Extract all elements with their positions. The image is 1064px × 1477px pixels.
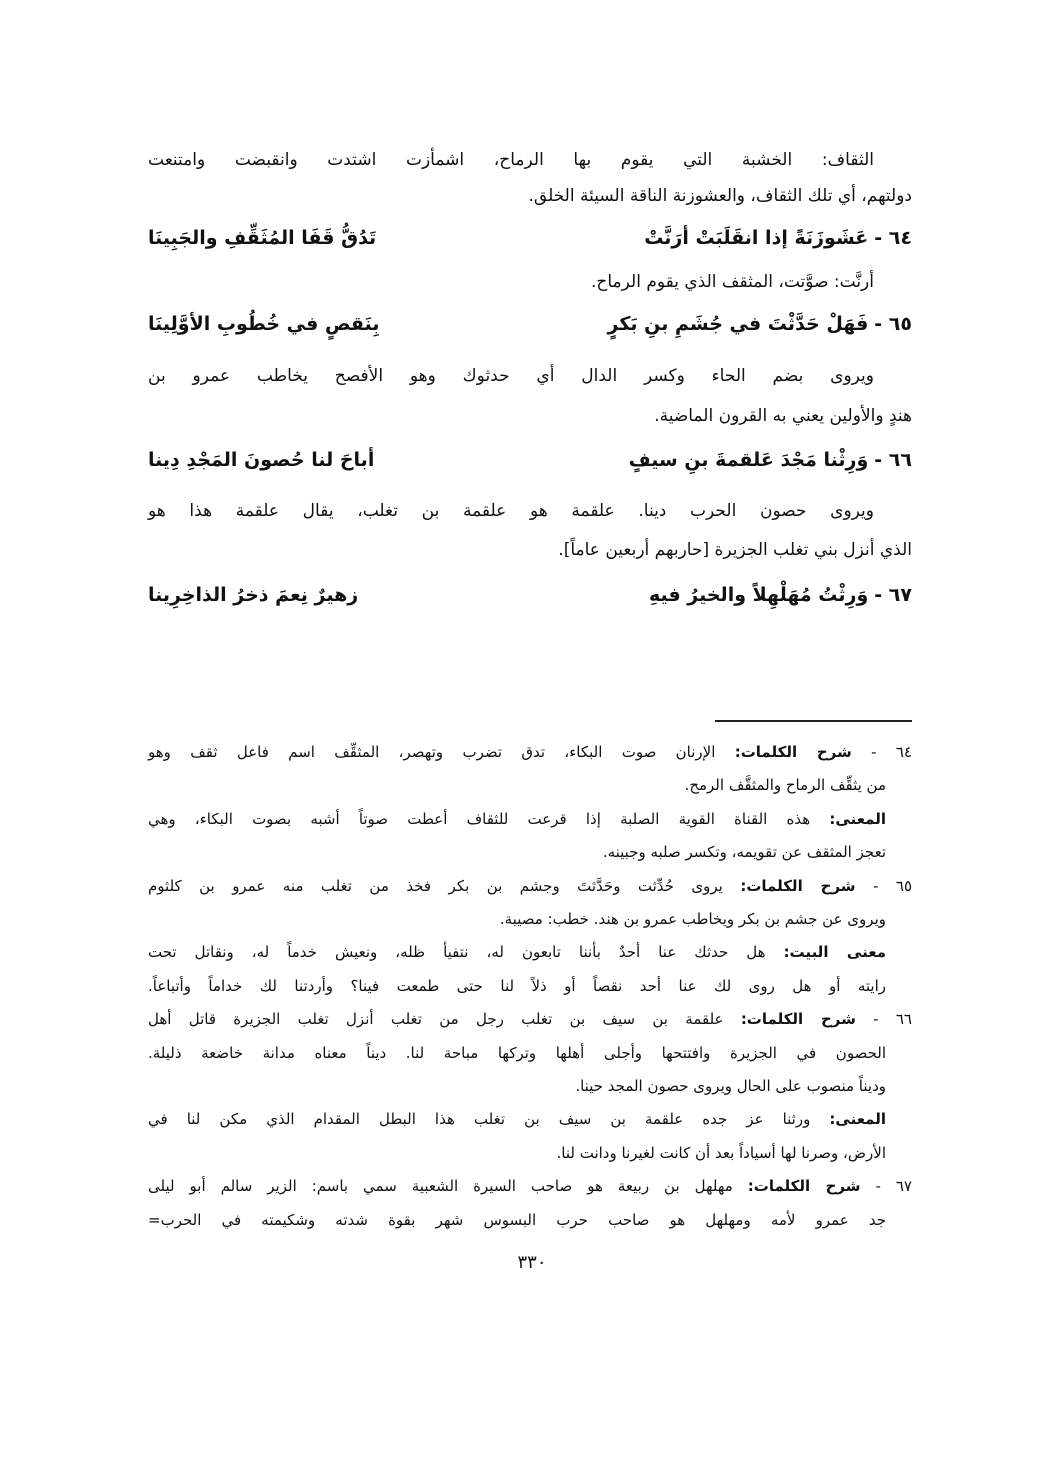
verse-first-hemistich: فَهَلْ حَدَّثْتَ في جُشَمِ بنِ بَكرٍ — [607, 313, 869, 335]
verse-second-hemistich: زهيرٌ نِعمَ ذخرُ الذاخِرِينا — [148, 584, 359, 606]
verse-number: ٦٤ - — [874, 227, 912, 249]
verse-first-hemistich: عَشَوزَنَةً إذا انقَلَبَتْ أرَنَّتْ — [644, 227, 869, 249]
footnote-line — [148, 809, 912, 828]
footnote-label: المعنى: — [829, 809, 886, 828]
footnote-text: ويروى عن جشم بن بكر ويخاطب عمرو بن هند. خطب: مصيبة. — [499, 910, 886, 928]
body-line: أرنَّت: صوَّتت، المثقف الذي يقوم الرماح. — [590, 272, 874, 292]
verse-number: ٦٧ - — [874, 584, 912, 606]
footnote-line — [148, 1179, 912, 1194]
footnote-line — [148, 912, 912, 927]
verse-number: ٦٥ - — [874, 313, 912, 335]
footnote-number: ٦٤ - — [871, 743, 912, 761]
footnote-text: تعجز المثقف عن تقويمه، وتكسر صلبه وجبينه. — [602, 843, 886, 862]
footnote-text: الأرض، وصرنا لها أسياداً بعد أن كانت لغيرنا ودانت لنا. — [556, 1143, 886, 1162]
body-line: ويروى بضم الحاء وكسر الدال أي حدثوك وهو الأفصح يخاطب عمرو بن — [148, 366, 874, 386]
footnote-line — [148, 1079, 912, 1094]
verse-first-hemistich: وَرِثْتُ مُهَلْهِلاً والخيرُ فيهِ — [648, 584, 869, 606]
footnote-text: هل حدثك عنا أحدٌ بأننا تابعون له، نتفيأ ظله، ونعيش خدماً له، ونقاتل تحت — [148, 943, 784, 962]
footnote-line — [148, 1112, 912, 1127]
verse-second-hemistich: أباحَ لنا حُصونَ المَجْدِ دِينا — [148, 449, 375, 471]
verse-64 — [148, 229, 912, 248]
verse-67 — [148, 586, 912, 605]
footnote-text: هذه القناة القوية الصلبة إذا قرعت للثقاف أعطت صوتاً أشبه بصوت البكاء، وهي — [148, 809, 830, 828]
verse-65 — [148, 315, 912, 334]
footnote-line — [148, 1210, 912, 1229]
footnote-number: ٦٦ - — [873, 1010, 912, 1029]
verse-second-hemistich: بِنَقصٍ في خُطُوبِ الأوَّلِينَا — [148, 313, 380, 335]
footnote-line — [148, 1143, 912, 1162]
page-number: ٣٣٠ — [517, 1252, 547, 1273]
footnote-number: ٦٥ - — [873, 876, 913, 895]
footnote-line — [148, 845, 912, 860]
footnote-label: شرح الكلمات: — [740, 876, 856, 895]
footnote-text: جد عمرو لأمه ومهلهل هو صاحب حرب البسوس شهر بقوة شدته وشكيمته في الحرب= — [148, 1210, 886, 1229]
footnote-line — [148, 1012, 912, 1027]
footnote-label: شرح الكلمات: — [734, 743, 852, 761]
footnote-text: وديناً منصوب على الحال ويروى حصون المجد حينا. — [575, 1077, 886, 1095]
footnote-line — [148, 945, 912, 960]
footnote-label: معنى البيت: — [783, 943, 886, 962]
body-line: الثقاف: الخشبة التي يقوم بها الرماح، اشمأزت اشتدت وانقبضت وامتنعت — [148, 150, 874, 170]
footnote-text: علقمة بن سيف بن تغلب رجل من تغلب أنزل تغلب الجزيرة قاتل أهل — [148, 1010, 741, 1029]
footnote-label: شرح الكلمات: — [747, 1177, 861, 1196]
verse-number: ٦٦ - — [874, 449, 912, 471]
footnote-text: الحصون في الجزيرة وافتتحها وأجلى أهلها وتركها مباحة لنا. ديناً معناه مدانة خاضعة ذليلة. — [148, 1043, 886, 1062]
footnote-separator — [715, 720, 912, 722]
footnote-text: رايته أو هل روى لك عنا أحد نقصاً أو ذلاً لنا حتى طمعت فينا؟ وأردتنا لك خداماً وأتباعاً. — [148, 976, 886, 995]
body-line: دولتهم، أي تلك الثقاف، والعشوزنة الناقة السيئة الخلق. — [528, 186, 912, 206]
footnote-text: يروى حُدِّثت وحَدَّثتَ وجشم بن بكر فخذ من تغلب منه عمرو بن كلثوم — [148, 876, 741, 895]
footnote-line — [148, 745, 912, 760]
footnote-line — [148, 876, 913, 895]
footnote-line — [148, 778, 912, 793]
body-line: ويروى حصون الحرب دينا. علقمة هو علقمة بن تغلب، يقال علقمة هذا هو — [148, 501, 874, 521]
verse-second-hemistich: تَدُقُّ قَفَا المُثَقِّفِ والجَبِينَا — [148, 227, 377, 249]
footnote-text: ورثنا عز جده علقمة بن سيف بن تغلب هذا البطل المقدام الذي مكن لنا في — [148, 1110, 830, 1129]
footnote-text: الإرنان صوت البكاء، تدق تضرب وتهصر، المثقِّف اسم فاعل ثقف وهو — [148, 743, 735, 761]
footnote-line — [148, 1043, 912, 1062]
footnote-text: من يثقِّف الرماح والمثقَّف الرمح. — [684, 776, 886, 795]
body-line: الذي أنزل بني تغلب الجزيرة [حاربهم أربعين عاماً]. — [558, 540, 912, 560]
footnote-line — [148, 976, 912, 995]
verse-first-hemistich: وَرِثْنا مَجْدَ عَلقمةَ بنِ سيفٍ — [628, 449, 869, 471]
footnote-text: مهلهل بن ربيعة هو صاحب السيرة الشعبية سمي باسم: الزير سالم أبو ليلى — [148, 1177, 748, 1196]
verse-66 — [148, 451, 912, 470]
body-line: هندٍ والأولين يعني به القرون الماضية. — [654, 406, 912, 426]
footnote-label: المعنى: — [829, 1110, 886, 1129]
footnote-number: ٦٧ - — [875, 1177, 912, 1196]
footnote-label: شرح الكلمات: — [740, 1010, 856, 1029]
